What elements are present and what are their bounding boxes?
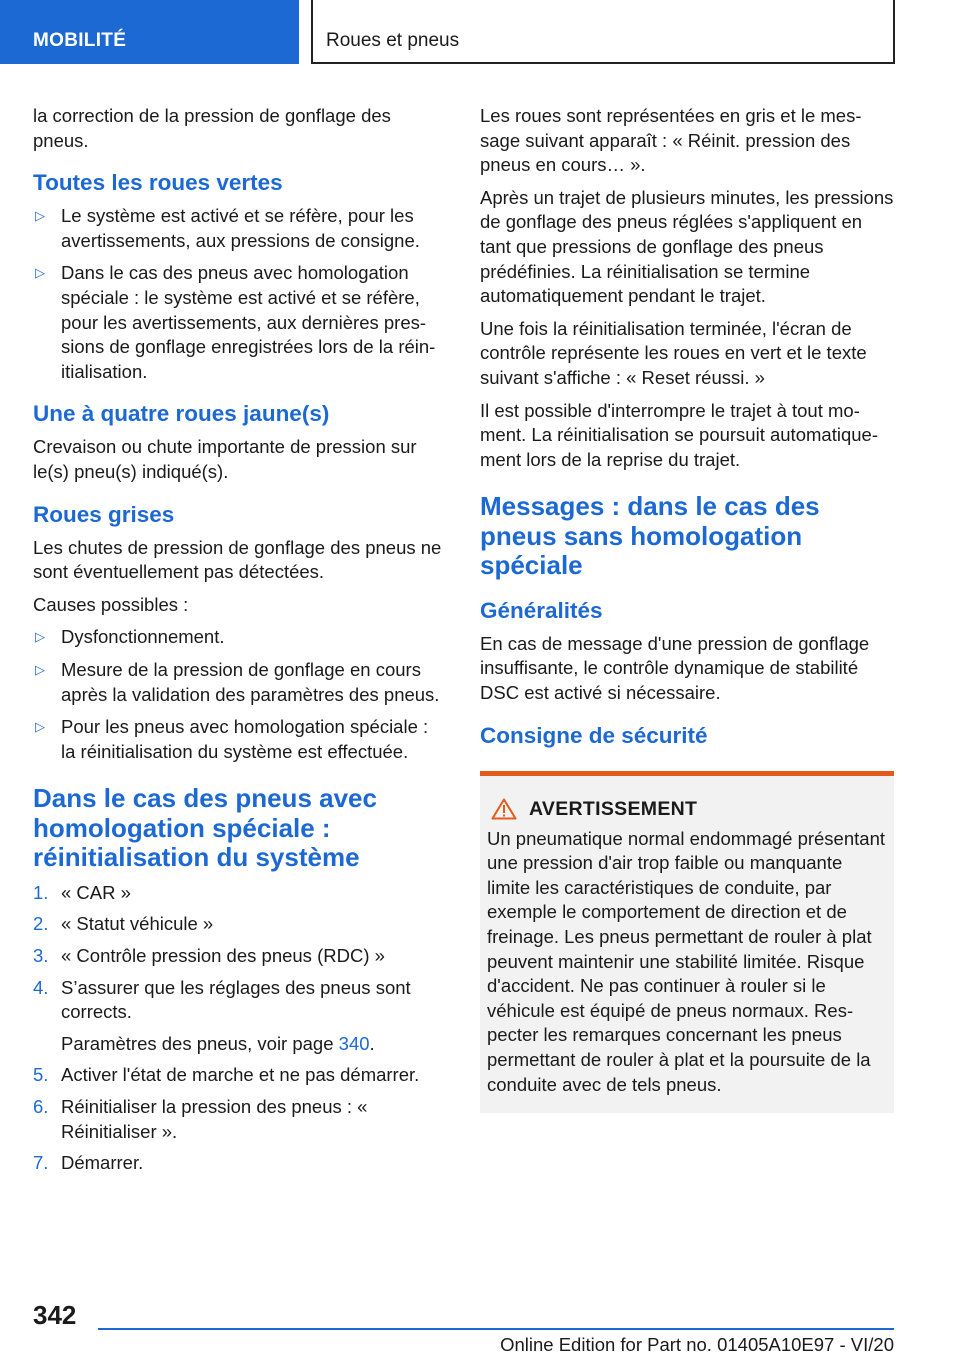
page-reference-link[interactable]: 340 bbox=[338, 1032, 370, 1054]
list-item: 4. S’assurer que les réglages des pneus sont corrects. bbox=[33, 976, 411, 1023]
triangle-bullet-icon: ▷ bbox=[35, 661, 45, 677]
list-item: 2. « Statut véhicule » bbox=[33, 913, 214, 935]
list-item: 7. Démarrer. bbox=[33, 1152, 144, 1174]
list-item: ▷ Mesure de la pression de gonflage en cours après la validation des paramètres des pneus. bbox=[35, 658, 440, 705]
right-column bbox=[480, 104, 894, 1113]
triangle-bullet-icon: ▷ bbox=[35, 208, 45, 224]
heading-safety: Consigne de sécurité bbox=[480, 722, 708, 748]
reset-grey-text: Les roues sont représentées en gris et le message suivant apparaît : « Réinit. pression des pneus en cours… ». bbox=[480, 105, 862, 176]
footer-edition: Online Edition for Part no. 01405A10E97 - VI/20 bbox=[500, 1334, 894, 1355]
list-item: 6. Réinitialiser la pression des pneus : « Réinitialiser ». bbox=[33, 1095, 368, 1142]
heading-system-reset: Dans le cas des pneus avec homologation spéciale : réinitialisation du système bbox=[33, 783, 377, 873]
triangle-bullet-icon: ▷ bbox=[35, 265, 45, 281]
reset-interrupt-text: Il est possible d'interrompre le trajet à tout moment. La réinitialisation se poursuit automatiquement lors de la reprise du trajet. bbox=[480, 399, 878, 470]
list-item: ▷ Pour les pneus avec homologation spéciale : la réinitialisation du système est effectuée. bbox=[35, 716, 429, 762]
heading-green-wheels: Toutes les roues vertes bbox=[33, 170, 283, 196]
intro-text: la correction de la pression de gonflage des pneus. bbox=[33, 105, 391, 151]
list-item: ▷ Le système est activé et se réfère, pour les avertissements, aux pressions de consigne. bbox=[35, 205, 420, 251]
general-text: En cas de message d'une pression de gonflage insuffisante, le contrôle dynamique de stabilité DSC est activé si nécessaire. bbox=[480, 632, 870, 703]
step-4-reference: Paramètres des pneus, voir page 340. bbox=[61, 1032, 375, 1054]
warning-title: AVERTISSEMENT bbox=[529, 797, 698, 820]
heading-general: Généralités bbox=[480, 597, 603, 623]
grey-wheels-text: Les chutes de pression de gonflage des pneus ne sont éventuellement pas détectées. bbox=[33, 536, 442, 583]
triangle-bullet-icon: ▷ bbox=[35, 719, 45, 735]
yellow-wheels-text: Crevaison ou chute importante de pression sur le(s) pneu(s) indiqué(s). bbox=[33, 436, 417, 482]
heading-grey-wheels: Roues grises bbox=[33, 501, 175, 527]
list-item: 3. « Contrôle pression des pneus (RDC) » bbox=[33, 944, 385, 966]
header-divider bbox=[311, 0, 313, 64]
page-number: 342 bbox=[33, 1300, 77, 1330]
causes-label: Causes possibles : bbox=[33, 593, 189, 615]
list-item: 5. Activer l'état de marche et ne pas démarrer. bbox=[33, 1064, 420, 1086]
triangle-bullet-icon: ▷ bbox=[35, 629, 45, 645]
heading-messages: Messages : dans le cas des pneus sans homologation spéciale bbox=[480, 491, 820, 581]
green-wheels-list bbox=[33, 204, 446, 384]
header-chapter-title: Roues et pneus bbox=[326, 30, 460, 51]
warning-text: Un pneumatique normal endommagé présentant une pression d'air trop faible ou manquante limite les caractéristiques de conduite, par exemple le comportement de direction et de freinage. Les pneus permettant de rouler à plat peuvent maintenir une stabilité limitée. Risque d'accident. Ne pas continuer à rouler si le véhicule est équipé de pneus normaux. Respecter les remarques concernant les pneus permettant de rouler à plat et la poursuite de la conduite avec de tels pneus. bbox=[487, 827, 885, 1095]
list-item: ▷ Dysfonctionnement. bbox=[33, 625, 446, 650]
header-section-label: MOBILITÉ bbox=[33, 30, 127, 51]
footer-rule bbox=[98, 1328, 894, 1330]
list-item: 1. « CAR » bbox=[33, 881, 131, 903]
left-column bbox=[33, 104, 446, 1183]
heading-yellow-wheels: Une à quatre roues jaune(s) bbox=[33, 401, 330, 427]
reset-steps-list bbox=[33, 881, 446, 1176]
warning-box bbox=[480, 771, 894, 1114]
warning-triangle-icon bbox=[491, 798, 517, 820]
reset-drive-text: Après un trajet de plusieurs minutes, les pressions de gonflage des pneus réglées s'appliquent en tant que pressions de gonflage des pneus prédéfinies. La réinitialisation se termine automatiquement pendant le trajet. bbox=[480, 186, 894, 307]
causes-list bbox=[33, 625, 446, 764]
list-item: ▷ Dans le cas des pneus avec homologation spéciale : le système est activé et se réfère, pour les avertissements, aux dernières pressions de gonflage enregistrées lors de la réinitialisation. bbox=[35, 262, 436, 382]
warning-header bbox=[487, 798, 886, 821]
reset-complete-text: Une fois la réinitialisation terminée, l'écran de contrôle représente les roues en vert et le texte suivant s'affiche : « Reset réussi. » bbox=[480, 317, 867, 388]
